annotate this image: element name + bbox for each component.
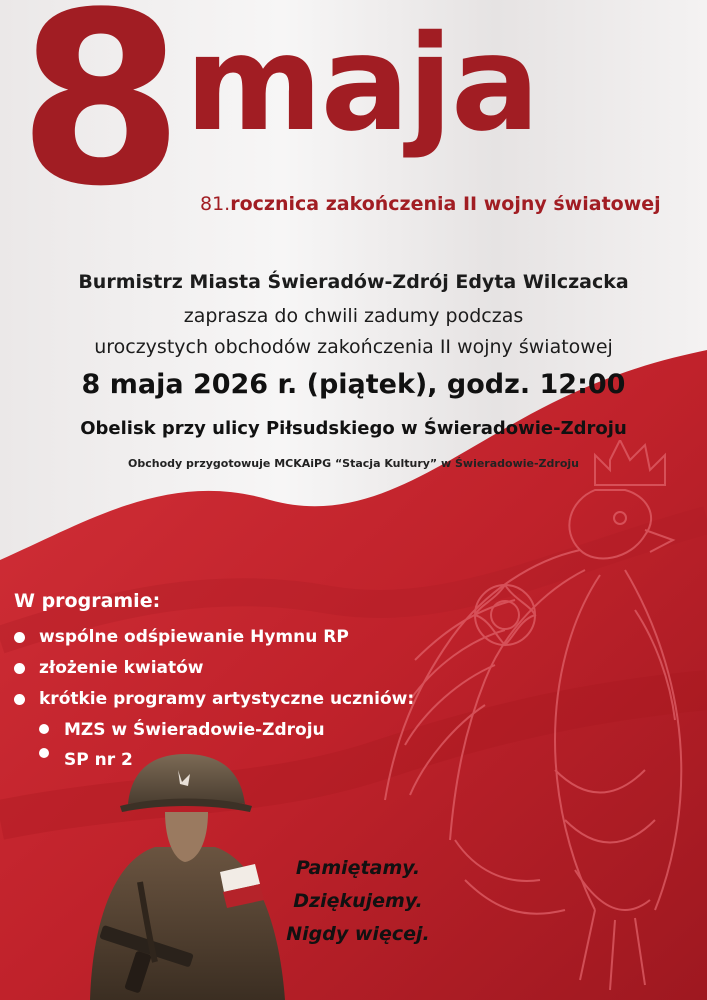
bullet-icon: [14, 632, 25, 643]
motto-line: Pamiętamy.: [295, 857, 421, 879]
anniversary-text: rocznica zakończenia II wojny światowej: [230, 193, 661, 215]
anniversary-subtitle: [200, 193, 661, 215]
program-item-label: złożenie kwiatów: [39, 658, 204, 678]
sub-list-item: [14, 715, 414, 745]
bullet-icon: [14, 694, 25, 705]
event-place: Obelisk przy ulicy Piłsudskiego w Świeradowie-Zdroju: [80, 418, 627, 439]
day-number: 8: [18, 0, 178, 239]
anniversary-number: 81.: [200, 193, 231, 215]
organizer-note: Obchody przygotowuje MCKAiPG “Stacja Kultury” w Świeradowie-Zdroju: [128, 457, 579, 470]
program-subitem-label: SP nr 2: [64, 750, 133, 770]
event-datetime: 8 maja 2026 r. (piątek), godz. 12:00: [81, 369, 626, 400]
list-item: [14, 684, 414, 715]
motto-line: Dziękujemy.: [293, 890, 423, 912]
soldier-illustration-icon: [80, 752, 290, 1000]
program-item-label: wspólne odśpiewanie Hymnu RP: [39, 627, 349, 647]
motto: [268, 852, 448, 951]
bullet-icon: [14, 663, 25, 674]
list-item: [14, 653, 414, 684]
program-heading: W programie:: [14, 590, 161, 612]
bullet-icon: [39, 724, 49, 734]
motto-line: Nigdy więcej.: [286, 923, 430, 945]
program-item-label: krótkie programy artystyczne uczniów:: [39, 689, 415, 709]
invitation-line-2: uroczystych obchodów zakończenia II wojny światowej: [94, 336, 613, 358]
program-section: [14, 590, 414, 775]
bullet-icon: [39, 748, 49, 758]
invitation-line-1: zaprasza do chwili zadumy podczas: [183, 305, 524, 327]
month-title: maja: [185, 7, 538, 161]
program-subitem-label: MZS w Świeradowie-Zdroju: [64, 720, 325, 740]
host-line: Burmistrz Miasta Świeradów-Zdrój Edyta Wilczacka: [78, 271, 629, 293]
list-item: [14, 622, 414, 653]
